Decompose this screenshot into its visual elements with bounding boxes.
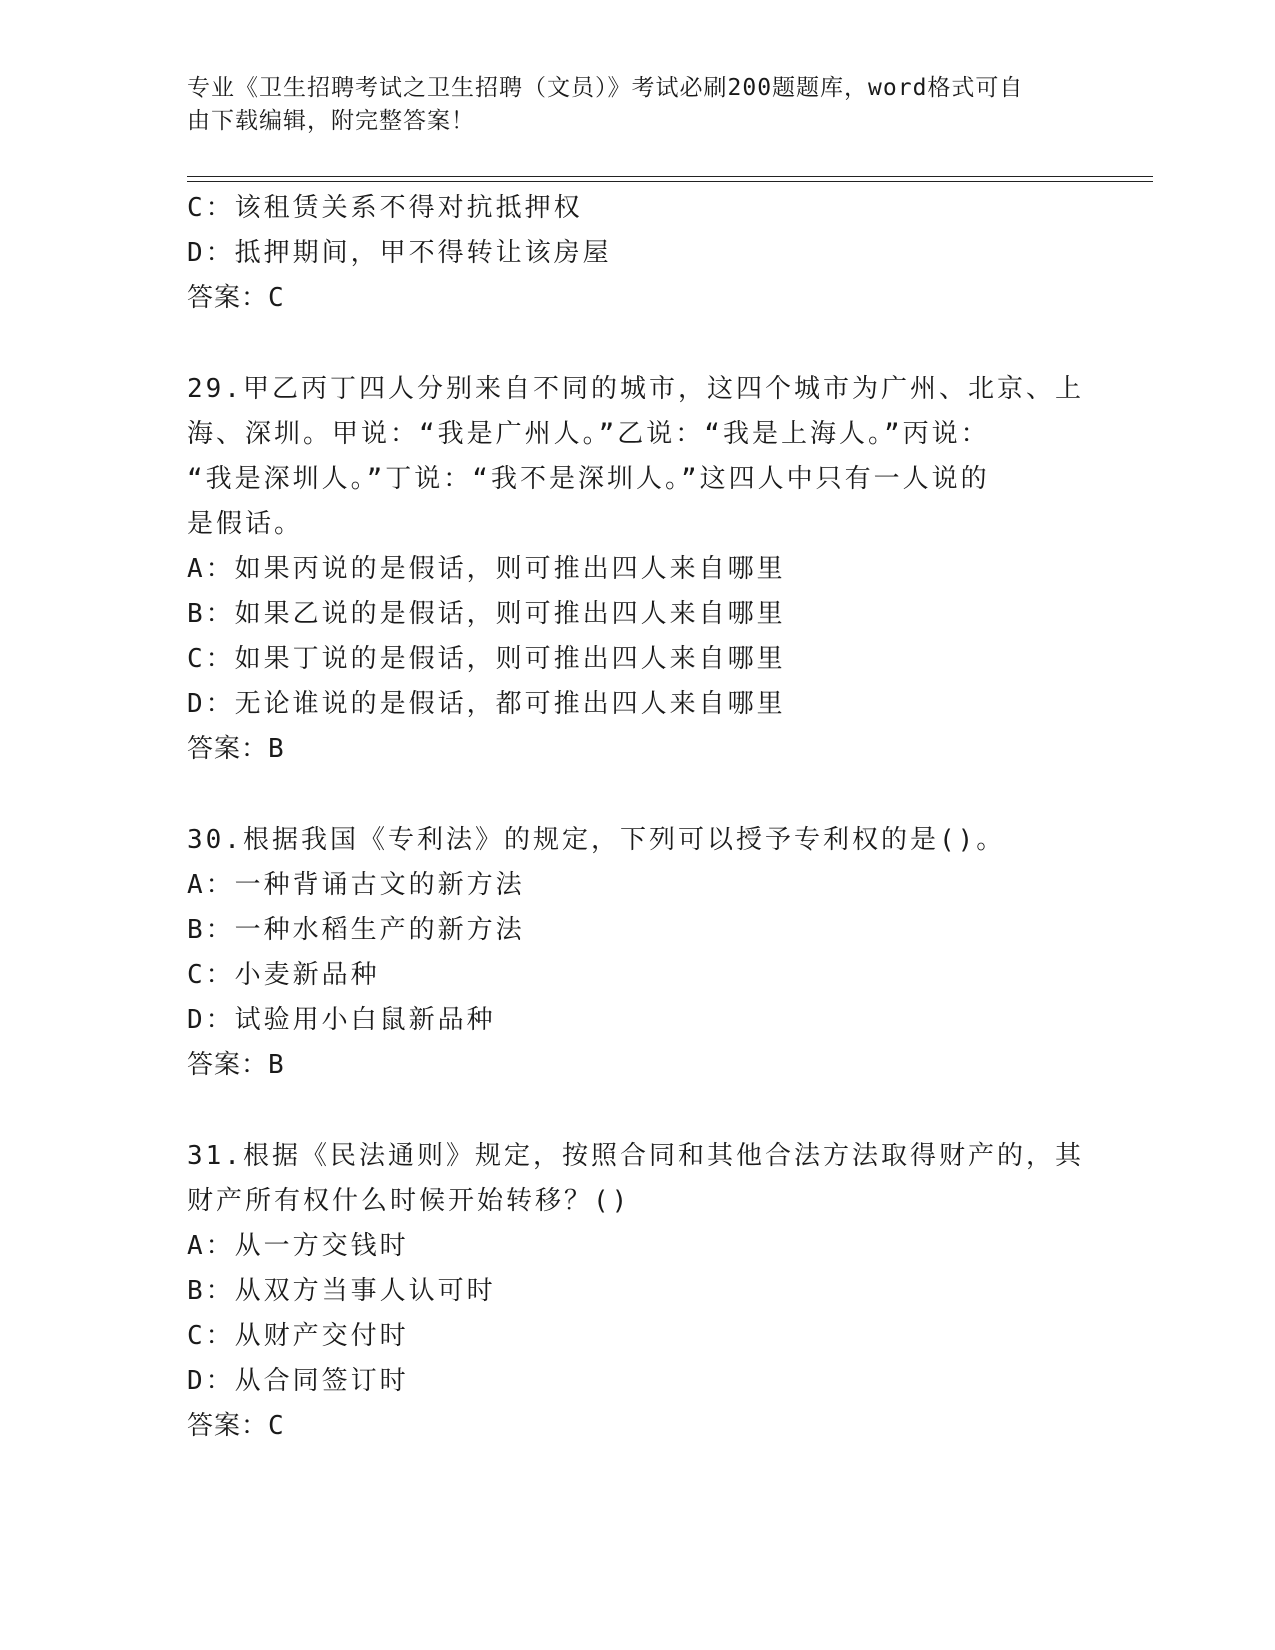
q31-option-d: D：从合同签订时 [187, 1366, 409, 1396]
header-divider-bottom [187, 181, 1153, 182]
q30-stem-line-1: 30.根据我国《专利法》的规定，下列可以授予专利权的是()。 [187, 825, 1006, 855]
q30-option-a: A：一种背诵古文的新方法 [187, 870, 525, 900]
q28-option-d: D：抵押期间，甲不得转让该房屋 [187, 238, 612, 268]
q29-stem-line-2: 海、深圳。甲说：“我是广州人。”乙说：“我是上海人。”丙说： [187, 419, 990, 449]
q29-option-d: D：无论谁说的是假话，都可推出四人来自哪里 [187, 689, 786, 719]
q30-answer: 答案：B [187, 1050, 285, 1080]
q29-stem-line-3: “我是深圳人。”丁说：“我不是深圳人。”这四人中只有一人说的 [187, 464, 990, 494]
document-header [187, 72, 1067, 138]
q30-option-c: C：小麦新品种 [187, 960, 380, 990]
q31-option-b: B：从双方当事人认可时 [187, 1276, 496, 1306]
q31-option-a: A：从一方交钱时 [187, 1231, 409, 1261]
q29-option-a: A：如果丙说的是假话，则可推出四人来自哪里 [187, 554, 786, 584]
q31-stem-line-1: 31.根据《民法通则》规定，按照合同和其他合法方法取得财产的，其 [187, 1141, 1084, 1171]
q30-option-d: D：试验用小白鼠新品种 [187, 1005, 496, 1035]
q29-answer: 答案：B [187, 734, 285, 764]
q29-stem-line-1: 29.甲乙丙丁四人分别来自不同的城市，这四个城市为广州、北京、上 [187, 374, 1084, 404]
q29-stem-line-4: 是假话。 [187, 509, 304, 539]
q29-option-b: B：如果乙说的是假话，则可推出四人来自哪里 [187, 599, 786, 629]
q31-option-c: C：从财产交付时 [187, 1321, 409, 1351]
header-line-1: 专业《卫生招聘考试之卫生招聘（文员）》考试必刷200题题库，word格式可自 [187, 75, 1024, 101]
q31-answer: 答案：C [187, 1411, 285, 1441]
q28-answer: 答案：C [187, 283, 285, 313]
q31-stem-line-2: 财产所有权什么时候开始转移？() [187, 1186, 631, 1216]
header-divider-top [187, 176, 1153, 177]
q28-option-c: C：该租赁关系不得对抗抵押权 [187, 193, 583, 223]
q30-option-b: B：一种水稻生产的新方法 [187, 915, 525, 945]
header-line-2: 由下载编辑，附完整答案！ [187, 108, 475, 134]
q29-option-c: C：如果丁说的是假话，则可推出四人来自哪里 [187, 644, 786, 674]
